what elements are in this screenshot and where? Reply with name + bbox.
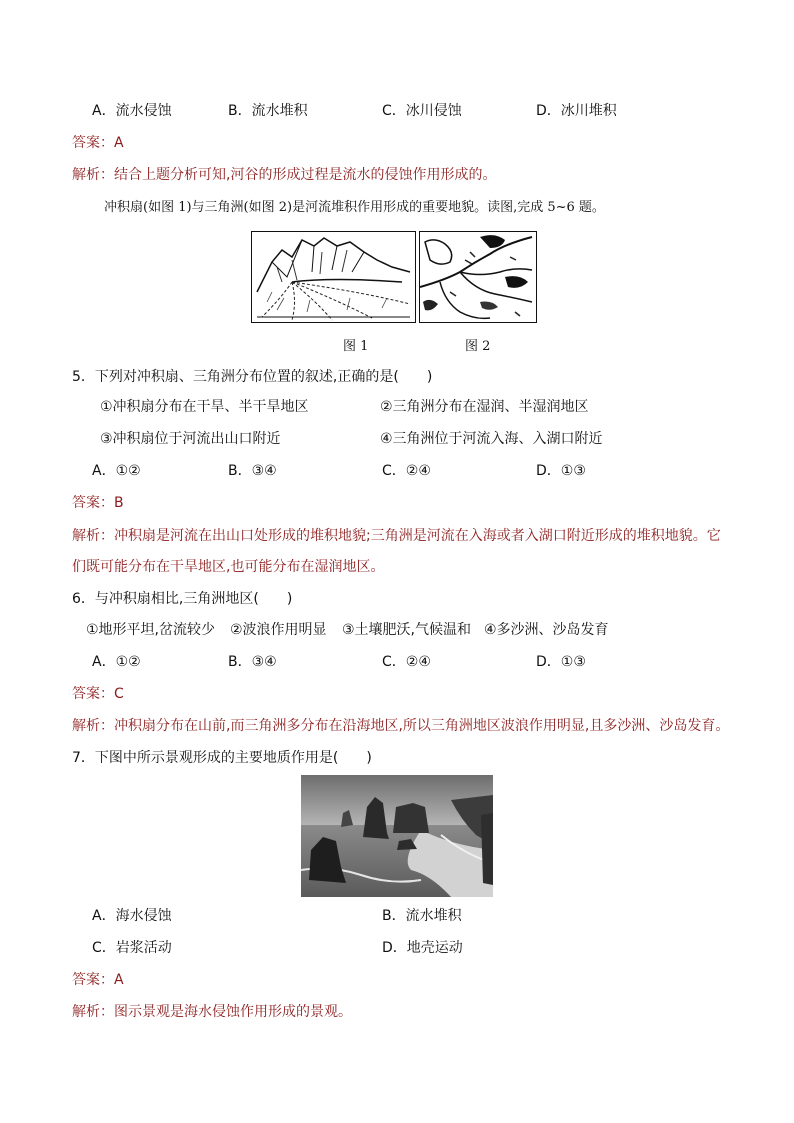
q4-option-d: D．冰川堆积 <box>536 103 617 119</box>
alluvial-fan-figure <box>251 231 416 323</box>
q6-answer: 答案：C <box>72 686 124 702</box>
q5-statement-3: ③冲积扇位于河流出山口附近 <box>100 431 281 447</box>
q5-option-c: C．②④ <box>382 463 431 479</box>
q6-option-c: C．②④ <box>382 654 431 670</box>
q4-option-a: A．流水侵蚀 <box>92 103 172 119</box>
q6-option-a: A．①② <box>92 654 141 670</box>
q7-stem: 7．下图中所示景观形成的主要地质作用是( ) <box>72 750 372 766</box>
figure-1-caption: 图 1 <box>343 339 369 354</box>
delta-figure <box>419 231 537 323</box>
q5-analysis-line-2: 们既可能分布在干旱地区,也可能分布在湿润地区。 <box>72 559 385 575</box>
q4-option-b: B．流水堆积 <box>228 103 308 119</box>
q5-option-b: B．③④ <box>228 463 277 479</box>
q6-statement-1: ①地形平坦,岔流较少 <box>86 622 216 638</box>
q7-option-c: C．岩浆活动 <box>92 940 172 956</box>
q7-option-a: A．海水侵蚀 <box>92 908 172 924</box>
q5-option-a: A．①② <box>92 463 141 479</box>
delta-sketch <box>420 232 536 322</box>
q6-analysis: 解析：冲积扇分布在山前,而三角洲多分布在沿海地区,所以三角洲地区波浪作用明显,且多沙洲、沙岛发育。 <box>72 718 730 734</box>
sea-stacks-photo <box>301 775 493 897</box>
q4-analysis: 解析：结合上题分析可知,河谷的形成过程是流水的侵蚀作用形成的。 <box>72 167 497 183</box>
q6-statement-2: ②波浪作用明显 <box>230 622 327 638</box>
q7-answer: 答案：A <box>72 972 124 988</box>
q4-answer: 答案：A <box>72 135 124 151</box>
q6-option-d: D．①③ <box>536 654 586 670</box>
q5-option-d: D．①③ <box>536 463 586 479</box>
q6-option-b: B．③④ <box>228 654 277 670</box>
q7-option-b: B．流水堆积 <box>382 908 462 924</box>
q5-answer: 答案：B <box>72 495 124 511</box>
q5-stem: 5．下列对冲积扇、三角洲分布位置的叙述,正确的是( ) <box>72 369 433 385</box>
alluvial-fan-sketch <box>252 232 415 322</box>
intro-text: 冲积扇(如图 1)与三角洲(如图 2)是河流堆积作用形成的重要地貌。读图,完成 5~6 题。 <box>104 200 605 215</box>
q7-option-d: D．地壳运动 <box>382 940 463 956</box>
q5-analysis-line-1: 解析：冲积扇是河流在出山口处形成的堆积地貌;三角洲是河流在入海或者入湖口附近形成的堆积地貌。它 <box>72 528 721 544</box>
q5-statement-4: ④三角洲位于河流入海、入湖口附近 <box>380 431 603 447</box>
q5-statement-1: ①冲积扇分布在干旱、半干旱地区 <box>100 399 309 415</box>
q6-statement-4: ④多沙洲、沙岛发育 <box>484 622 609 638</box>
q7-analysis: 解析：图示景观是海水侵蚀作用形成的景观。 <box>72 1004 352 1020</box>
q6-statement-3: ③土壤肥沃,气候温和 <box>342 622 472 638</box>
q5-statement-2: ②三角洲分布在湿润、半湿润地区 <box>380 399 589 415</box>
figure-2-caption: 图 2 <box>465 339 491 354</box>
q6-stem: 6．与冲积扇相比,三角洲地区( ) <box>72 591 293 607</box>
q4-option-c: C．冰川侵蚀 <box>382 103 462 119</box>
sea-stacks-illustration <box>301 775 493 897</box>
